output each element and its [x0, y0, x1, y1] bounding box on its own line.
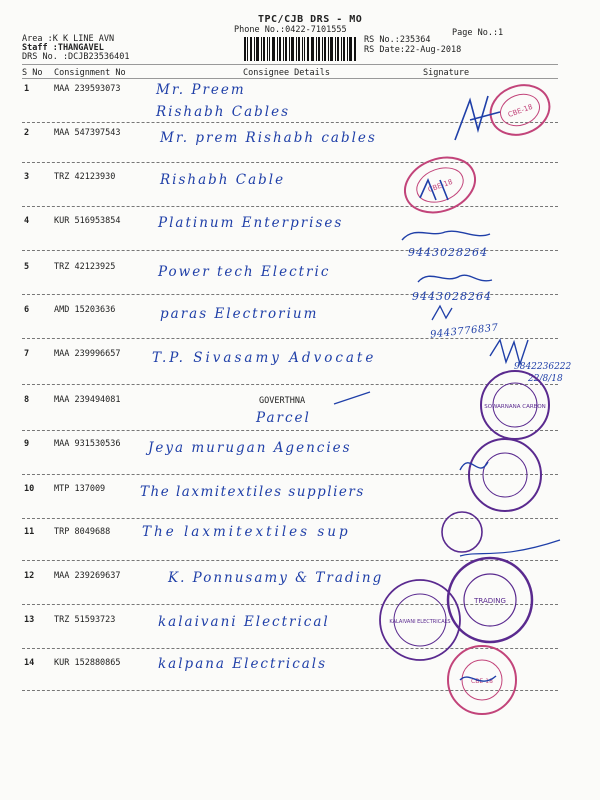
row-6-sno: 6 [24, 305, 30, 315]
stamp-cbe-3 [448, 646, 516, 714]
signature-date: 22/8/18 [528, 374, 563, 384]
row-4-sno: 4 [24, 216, 30, 226]
row-11-consignment: TRP 8049688 [54, 527, 111, 537]
stamp-6-text: CBE-18 [471, 678, 493, 685]
signature-phone-1: 9443028264 [408, 246, 488, 259]
row-4-consignment: KUR 516953854 [54, 216, 121, 226]
row-14-consignment: KUR 152880865 [54, 658, 121, 668]
row-7-consignment: MAA 239996657 [54, 349, 121, 359]
row-13-consignee: kalaivani Electrical [158, 614, 330, 630]
row-2-sno: 2 [24, 128, 30, 138]
row-14-sno: 14 [24, 658, 35, 668]
rs-date: RS Date:22-Aug-2018 [364, 45, 462, 55]
row-9-consignment: MAA 931530536 [54, 439, 121, 449]
row-10-sno: 10 [24, 484, 35, 494]
rs-number: RS No.:235364 [364, 35, 431, 45]
signature-line-8 [334, 392, 370, 404]
row-12-consignment: MAA 239269637 [54, 571, 121, 581]
col-consignee: Consignee Details [243, 68, 330, 78]
row-1-consignment: MAA 239593073 [54, 84, 121, 94]
row-8-consignment: MAA 239494081 [54, 395, 121, 405]
row-12-consignee: K. Ponnusamy & Trading [168, 570, 384, 586]
row-8-consignee: Parcel [256, 410, 311, 426]
signature-6 [432, 306, 452, 320]
row-1-sno: 1 [24, 84, 30, 94]
row-3-consignment: TRZ 42123930 [54, 172, 116, 182]
row-6-consignee: paras Electrorium [160, 306, 319, 322]
signature-phone-2: 9443028264 [412, 290, 492, 303]
stamp-3-text: SOWARNANA CARBON [484, 404, 546, 410]
row-3-consignee: Rishabh Cable [160, 172, 286, 188]
stamp-round-3 [481, 371, 549, 439]
signature-4 [402, 231, 490, 240]
row-7-consignee: T.P. Sivasamy Advocate [152, 350, 377, 366]
row-4-consignee: Platinum Enterprises [158, 215, 344, 231]
row-2-consignment: MAA 547397543 [54, 128, 121, 138]
row-8-sno: 8 [24, 395, 30, 405]
signature-phone-date: 9842236222 [514, 362, 572, 372]
stamp-5-text: KALAIVANI ELECTRICALS [389, 619, 451, 625]
row-2-consignee: Mr. prem Rishabh cables [160, 130, 377, 146]
col-consignment: Consignment No [54, 68, 126, 78]
stamp-1-text: CBE-18 [506, 102, 534, 120]
stamp-trading [448, 558, 532, 642]
row-11-sno: 11 [24, 527, 35, 537]
signature-phone-3: 9443776837 [429, 322, 500, 341]
stamp-cbe-1 [484, 77, 557, 143]
stamp-cbe-2 [397, 148, 482, 221]
phone-number: Phone No.:0422-7101555 [234, 25, 347, 35]
stamp-2-text: CBE-18 [426, 177, 454, 195]
row-13-consignment: TRZ 51593723 [54, 615, 116, 625]
row-10-consignment: MTP 137009 [54, 484, 106, 494]
area-label: Area :K K LINE AVN [22, 34, 115, 44]
stamp-4-text: TRADING [474, 597, 506, 605]
stamp-round-5 [442, 512, 482, 552]
row-5-consignment: TRZ 42123925 [54, 262, 116, 272]
row-7-sno: 7 [24, 349, 30, 359]
row-5-sno: 5 [24, 262, 30, 272]
col-signature: Signature [423, 68, 470, 78]
row-12-sno: 12 [24, 571, 35, 581]
row-5-consignee: Power tech Electric [158, 264, 331, 280]
stamp-round-4 [469, 439, 541, 511]
staff-label: Staff :THANGAVEL [22, 43, 104, 53]
row-14-consignee: kalpana Electricals [158, 656, 328, 672]
row-1-consignee: Mr. Preem [156, 82, 246, 98]
col-sno: S No [22, 68, 43, 78]
signature-5 [418, 275, 492, 282]
page-title: TPC/CJB DRS - MO [258, 14, 363, 25]
row-9-sno: 9 [24, 439, 30, 449]
row-11-consignee: The laxmitextiles sup [142, 524, 351, 540]
row-6-consignment: AMD 15203636 [54, 305, 116, 315]
row-9-consignee: Jeya murugan Agencies [148, 440, 352, 456]
row-10-consignee: The laxmitextiles suppliers [140, 484, 365, 500]
signature-7 [490, 340, 528, 364]
row-8-printed-note: GOVERTHNA [259, 396, 306, 406]
drs-number: DRS No. :DCJB23536401 [22, 52, 130, 62]
row-3-sno: 3 [24, 172, 30, 182]
page-number: Page No.:1 [452, 28, 504, 38]
row-1-consignee-line2: Rishabh Cables [156, 104, 291, 120]
stamp-kalaivani [380, 580, 460, 660]
row-13-sno: 13 [24, 615, 35, 625]
